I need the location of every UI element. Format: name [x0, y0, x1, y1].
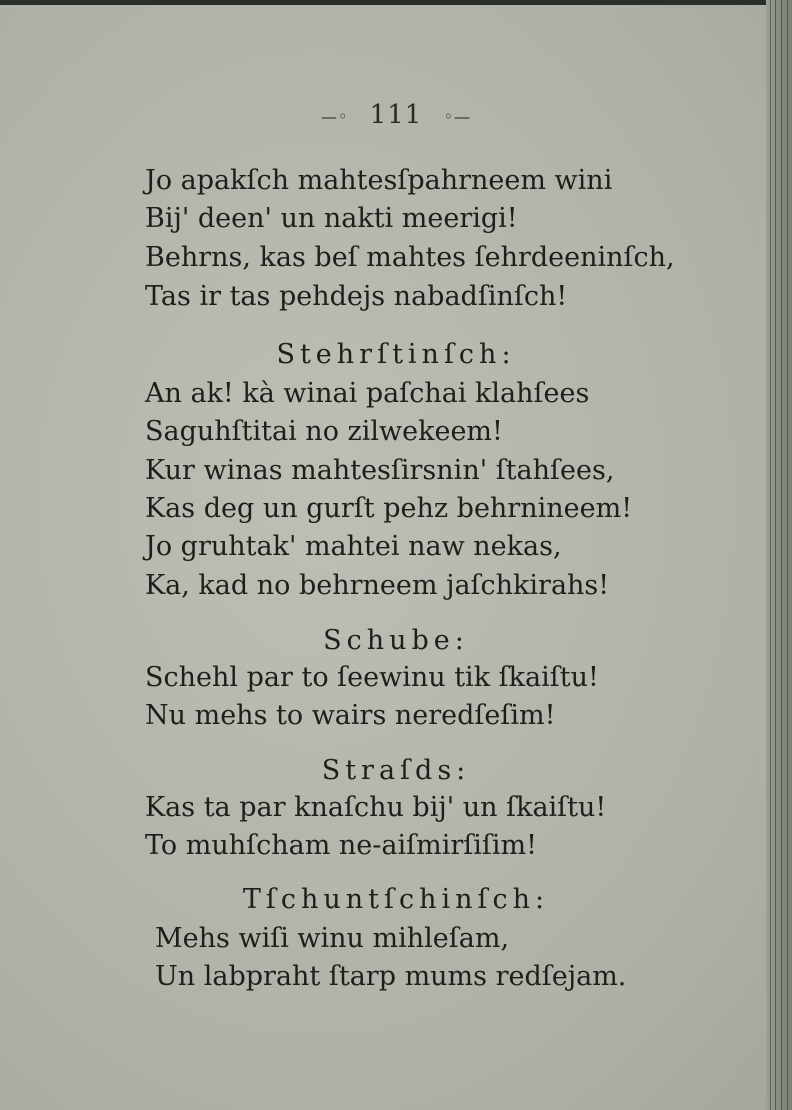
verse-line: An ak! kà winai paſchai klahſees	[145, 378, 590, 409]
speaker-heading: Tſchuntſchinſch:	[242, 884, 550, 915]
verse-line: Ka, kad no behrneem jaſchkirahs!	[145, 570, 610, 601]
verse-line: Schehl par to ſeewinu tik ſkaiſtu!	[145, 662, 599, 693]
verse-line: Bij' deen' un nakti meerigi!	[145, 203, 518, 234]
verse-line: Nu mehs to wairs neredſeſim!	[145, 700, 556, 731]
verse-line: Tas ir tas pehdejs nabadſinſch!	[145, 281, 568, 312]
verse-line: Behrns, kas beſ mahtes ſehrdeeninſch,	[145, 242, 675, 273]
verse-line: Kur winas mahtesſirsnin' ſtahſees,	[145, 455, 615, 486]
speaker-heading: Schube:	[323, 625, 469, 656]
verse-line: To muhſcham ne-aiſmirſiſim!	[145, 830, 537, 861]
page-number: 111	[369, 100, 423, 130]
verse-line: Saguhſtitai no zilwekeem!	[145, 416, 503, 447]
speaker-heading: Straſds:	[321, 755, 471, 786]
verse-line: Mehs wiſi winu mihleſam,	[155, 923, 510, 954]
speaker-heading: Stehrſtinſch:	[276, 339, 516, 370]
page-number-line	[0, 100, 792, 130]
page-number-left-ornament: —◦	[320, 106, 349, 126]
verse-line: Jo apakſch mahtesſpahrneem wini	[145, 165, 613, 196]
page-number-right-ornament: ◦—	[443, 106, 472, 126]
verse-line: Kas deg un gurſt pehz behrnineem!	[145, 493, 633, 524]
verse-line: Un labpraht ſtarp mums redſejam.	[155, 961, 627, 992]
verse-line: Jo gruhtak' mahtei naw nekas,	[145, 531, 562, 562]
verse-line: Kas ta par knaſchu bij' un ſkaiſtu!	[145, 792, 607, 823]
